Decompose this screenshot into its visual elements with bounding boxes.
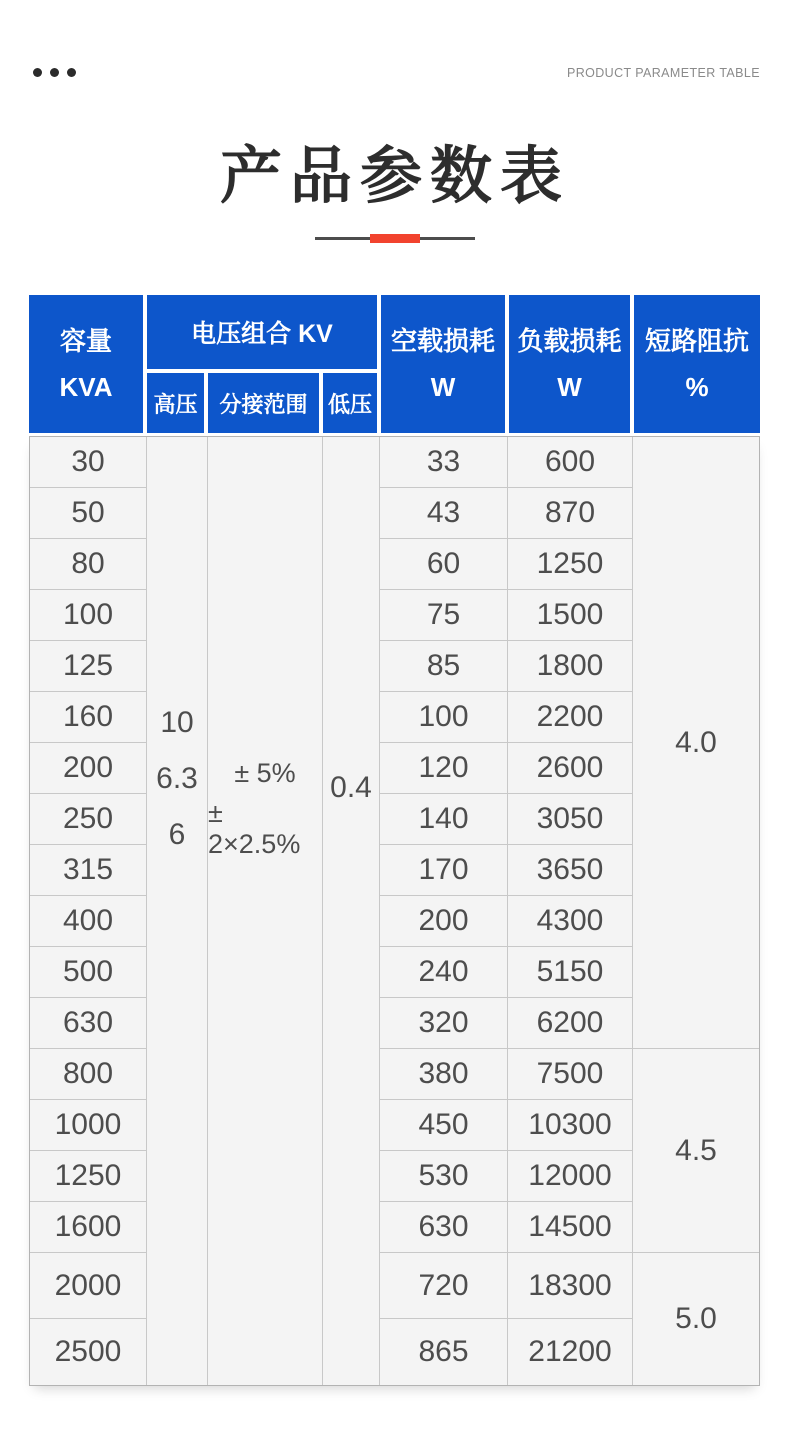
high-voltage-values <box>147 695 207 863</box>
header-no-load-label: 空载损耗 <box>390 326 495 356</box>
header-voltage-group <box>147 295 381 433</box>
capacity-cell: 630 <box>30 998 146 1049</box>
capacity-cell: 2500 <box>54 1335 122 1368</box>
header-load-unit: W <box>557 372 582 402</box>
title-divider <box>315 234 475 243</box>
load-cell: 14500 <box>508 1202 632 1253</box>
header-impedance-label: 短路阻抗 <box>644 326 749 356</box>
column-no-load-loss <box>380 437 508 1385</box>
header-load-label: 负载损耗 <box>517 326 622 356</box>
impedance-group-cell: 5.0 <box>675 1302 717 1335</box>
impedance-group-cell: 4.5 <box>633 1049 759 1253</box>
header-high-voltage: 高压 <box>147 373 208 433</box>
capacity-cell: 1250 <box>30 1151 146 1202</box>
header-no-load-loss <box>381 295 509 433</box>
page-title: 产品参数表 <box>219 142 570 211</box>
capacity-cell: 30 <box>30 437 146 488</box>
header-impedance-unit: % <box>685 372 709 402</box>
capacity-cell: 2000 <box>30 1253 146 1319</box>
top-bar <box>33 64 760 84</box>
load-cell: 6200 <box>508 998 632 1049</box>
no-load-cell: 85 <box>380 641 507 692</box>
header-impedance <box>634 295 760 433</box>
load-cell: 3050 <box>508 794 632 845</box>
high-voltage-value: 10 <box>160 706 194 739</box>
load-cell: 2200 <box>508 692 632 743</box>
no-load-cell: 450 <box>380 1100 507 1151</box>
load-cell: 1500 <box>508 590 632 641</box>
load-cell: 5150 <box>508 947 632 998</box>
column-capacity <box>30 437 147 1385</box>
load-cell: 600 <box>508 437 632 488</box>
no-load-cell: 320 <box>380 998 507 1049</box>
load-cell: 1250 <box>508 539 632 590</box>
no-load-cell: 380 <box>380 1049 507 1100</box>
capacity-cell: 200 <box>30 743 146 794</box>
load-cell: 12000 <box>508 1151 632 1202</box>
capacity-cell: 800 <box>30 1049 146 1100</box>
no-load-cell: 170 <box>380 845 507 896</box>
low-voltage-values <box>323 760 379 816</box>
capacity-cell: 1000 <box>30 1100 146 1151</box>
high-voltage-value: 6.3 <box>156 762 198 795</box>
three-dots-icon <box>33 68 76 77</box>
load-cell: 1800 <box>508 641 632 692</box>
header-low-voltage: 低压 <box>323 373 377 433</box>
dot-icon <box>67 68 76 77</box>
capacity-cell: 125 <box>30 641 146 692</box>
header-load-loss <box>509 295 634 433</box>
divider-accent <box>370 234 420 243</box>
capacity-cell: 250 <box>30 794 146 845</box>
column-high-voltage <box>147 437 208 1385</box>
load-cell: 7500 <box>508 1049 632 1100</box>
load-cell: 870 <box>508 488 632 539</box>
capacity-cell: 160 <box>30 692 146 743</box>
table-header <box>29 295 760 433</box>
no-load-cell: 630 <box>380 1202 507 1253</box>
tap-range-value: ± 2×2.5% <box>208 798 301 859</box>
header-voltage-label: 电压组合 KV <box>147 295 377 369</box>
no-load-cell: 720 <box>380 1253 507 1319</box>
load-cell: 3650 <box>508 845 632 896</box>
capacity-cell: 1600 <box>30 1202 146 1253</box>
no-load-cell: 530 <box>380 1151 507 1202</box>
capacity-cell: 100 <box>30 590 146 641</box>
capacity-cell: 50 <box>30 488 146 539</box>
no-load-cell: 100 <box>380 692 507 743</box>
no-load-cell: 43 <box>380 488 507 539</box>
capacity-cell: 500 <box>30 947 146 998</box>
no-load-cell: 60 <box>380 539 507 590</box>
header-capacity-label: 容量 <box>59 326 112 356</box>
no-load-cell: 75 <box>380 590 507 641</box>
tap-range-value: ± 5% <box>234 757 296 788</box>
header-tap-range: 分接范围 <box>208 373 323 433</box>
no-load-cell: 240 <box>380 947 507 998</box>
impedance-group-cell: 4.0 <box>633 437 759 1049</box>
high-voltage-value: 6 <box>168 818 186 851</box>
header-capacity-unit: KVA <box>59 372 113 402</box>
column-tap-range <box>208 437 323 1385</box>
eyebrow-label: PRODUCT PARAMETER TABLE <box>566 66 760 80</box>
tap-range-values <box>208 745 322 857</box>
column-impedance <box>633 437 759 1385</box>
load-cell: 4300 <box>508 896 632 947</box>
load-cell: 2600 <box>508 743 632 794</box>
table-body <box>29 436 760 1386</box>
header-no-load-unit: W <box>430 372 456 402</box>
load-cell: 10300 <box>508 1100 632 1151</box>
no-load-cell: 140 <box>380 794 507 845</box>
column-load-loss <box>508 437 633 1385</box>
dot-icon <box>50 68 59 77</box>
low-voltage-value: 0.4 <box>330 771 372 804</box>
no-load-cell: 120 <box>380 743 507 794</box>
header-capacity <box>29 295 147 433</box>
load-cell: 18300 <box>508 1253 632 1319</box>
capacity-cell: 315 <box>30 845 146 896</box>
header-voltage-subrow <box>147 373 377 433</box>
spec-table <box>29 295 760 1386</box>
capacity-cell: 80 <box>30 539 146 590</box>
capacity-cell: 400 <box>30 896 146 947</box>
column-low-voltage <box>323 437 380 1385</box>
load-cell: 21200 <box>528 1335 612 1368</box>
no-load-cell: 865 <box>418 1335 469 1368</box>
no-load-cell: 33 <box>380 437 507 488</box>
dot-icon <box>33 68 42 77</box>
no-load-cell: 200 <box>380 896 507 947</box>
